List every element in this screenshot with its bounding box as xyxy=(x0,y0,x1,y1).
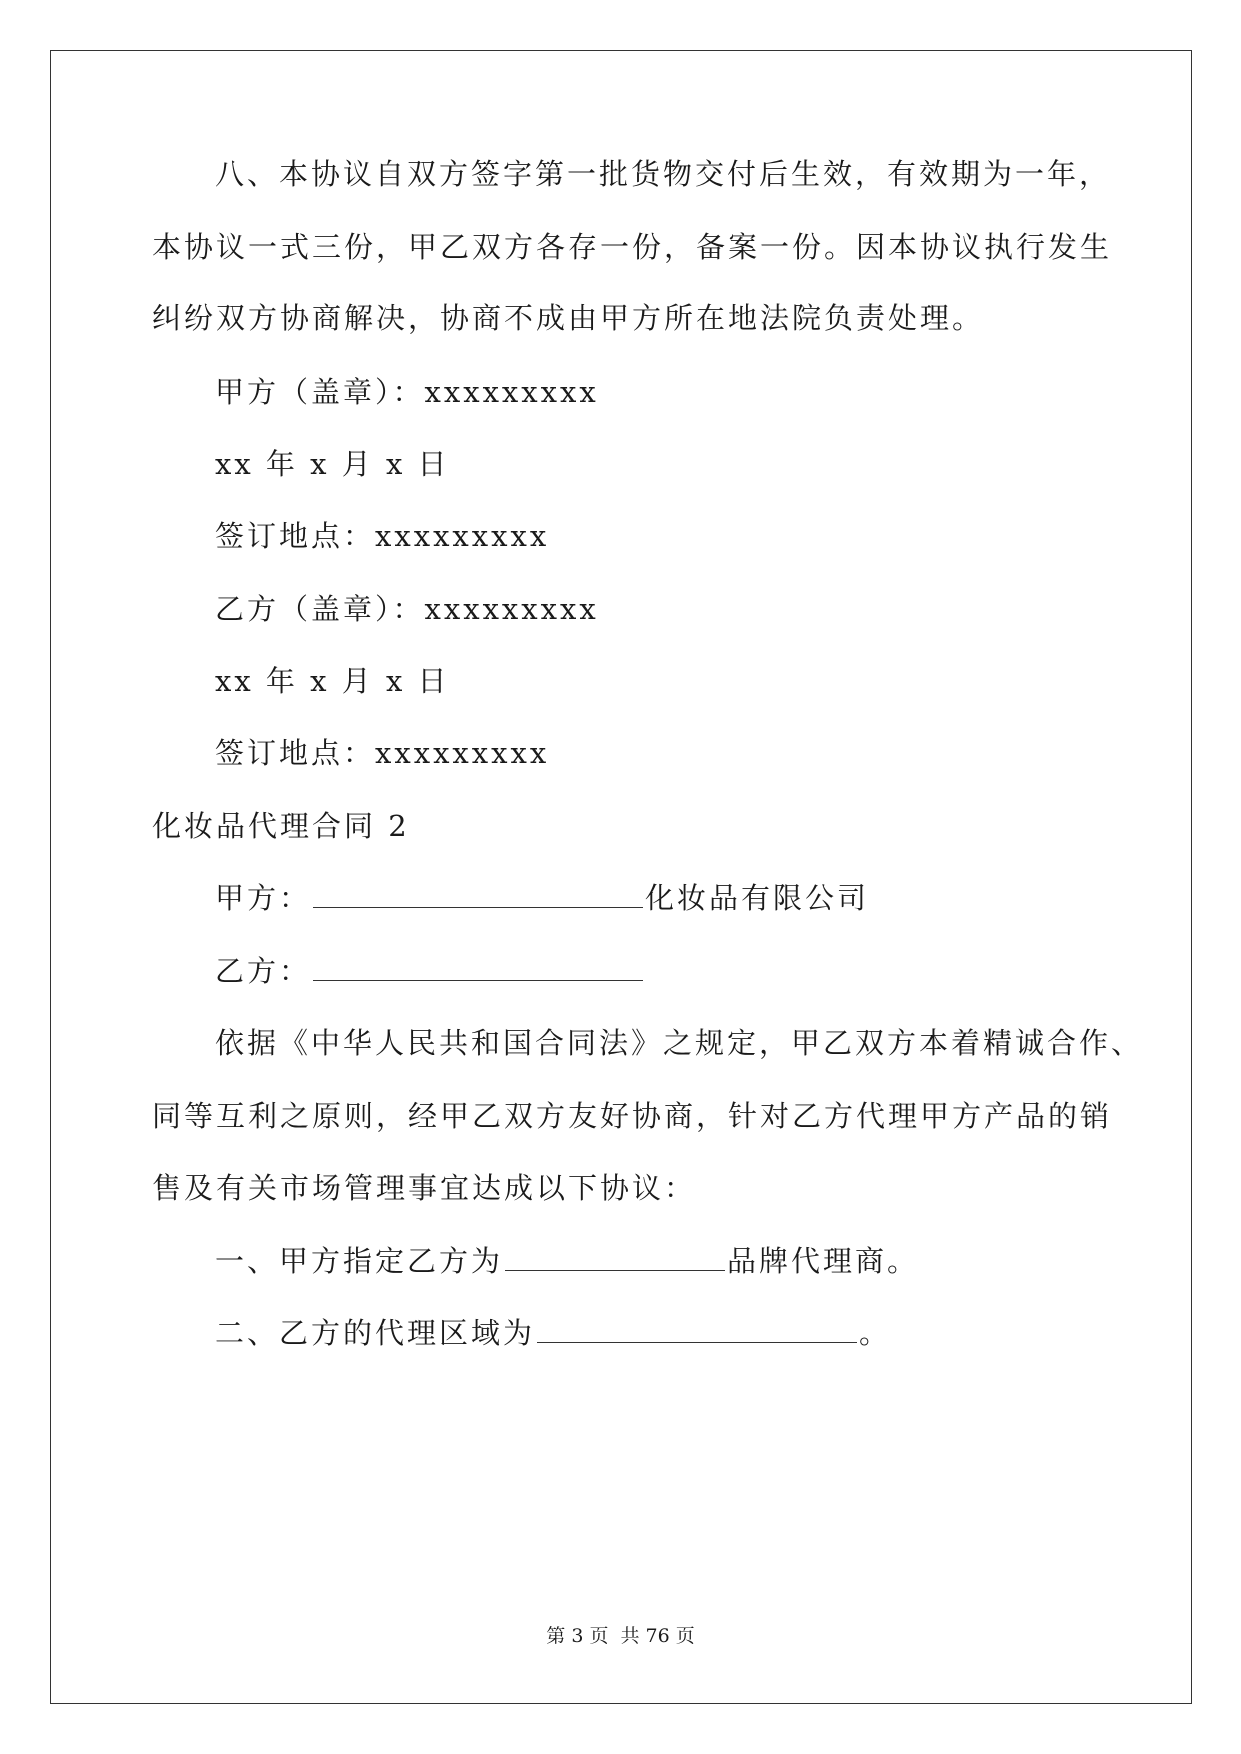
party-b-place-line: 签订地点：xxxxxxxxx xyxy=(215,736,550,770)
party-b-label: 乙方： xyxy=(215,954,312,988)
party-b-line xyxy=(215,951,645,991)
clause-one-prefix: 一、甲方指定乙方为 xyxy=(215,1244,504,1278)
page-current: 第 3 页 xyxy=(546,1625,609,1647)
party-a-date-line: xx 年 x 月 x 日 xyxy=(215,447,450,481)
clause-two-blank xyxy=(537,1316,857,1343)
party-b-date-line: xx 年 x 月 x 日 xyxy=(215,664,450,698)
preamble-line-2: 同等互利之原则，经甲乙双方友好协商，针对乙方代理甲方产品的销 xyxy=(152,1099,1113,1133)
clause-one-suffix: 品牌代理商。 xyxy=(727,1244,920,1278)
clause-eight-line-2: 本协议一式三份，甲乙双方各存一份，备案一份。因本协议执行发生 xyxy=(152,230,1113,264)
party-a-blank xyxy=(313,881,643,908)
party-a-place-line: 签订地点：xxxxxxxxx xyxy=(215,519,550,553)
clause-two-line xyxy=(215,1313,891,1353)
party-a-suffix: 化妆品有限公司 xyxy=(645,881,870,915)
clause-two-suffix: 。 xyxy=(859,1316,892,1350)
clause-one-blank xyxy=(505,1244,725,1271)
clause-one-line xyxy=(215,1241,919,1281)
party-a-seal-line: 甲方（盖章）：xxxxxxxxx xyxy=(215,375,599,409)
preamble-line-1: 依据《中华人民共和国合同法》之规定，甲乙双方本着精诚合作、 xyxy=(215,1026,1144,1060)
party-a-label: 甲方： xyxy=(215,881,312,915)
party-a-line xyxy=(215,878,869,918)
contract-heading: 化妆品代理合同 2 xyxy=(152,809,410,843)
clause-eight-line-1: 八、本协议自双方签字第一批货物交付后生效，有效期为一年， xyxy=(215,157,1112,191)
page-total: 共 76 页 xyxy=(620,1625,695,1647)
clause-two-prefix: 二、乙方的代理区域为 xyxy=(215,1316,536,1350)
page-footer xyxy=(0,1624,1241,1648)
preamble-line-3: 售及有关市场管理事宜达成以下协议： xyxy=(152,1171,697,1205)
party-b-seal-line: 乙方（盖章）：xxxxxxxxx xyxy=(215,592,599,626)
clause-eight-line-3: 纠纷双方协商解决，协商不成由甲方所在地法院负责处理。 xyxy=(152,301,985,335)
party-b-blank xyxy=(313,954,643,981)
